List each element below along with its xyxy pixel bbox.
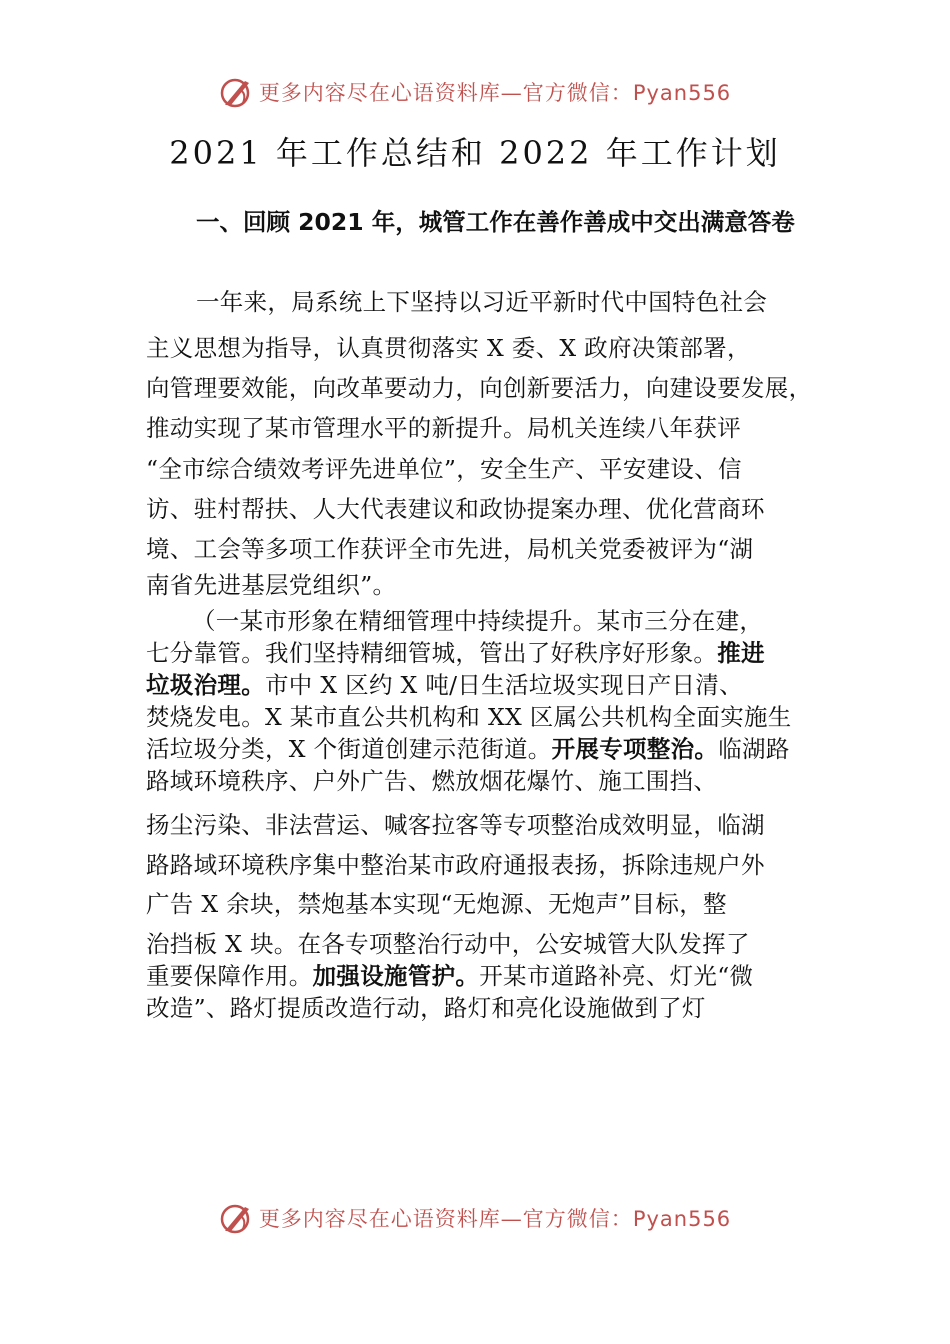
bold-phrase: 开展专项整治。 [551, 735, 719, 763]
brush-logo-icon [219, 1201, 253, 1235]
paragraph-line: 重要保障作用。加强设施管护。开某市道路补亮、灯光“微 [146, 962, 754, 990]
paragraph-line: （一某市形象在精细管理中持续提升。某市三分在建， [192, 607, 764, 635]
paragraph-line: 访、驻村帮扶、人大代表建议和政协提案办理、优化营商环 [146, 495, 765, 523]
paragraph-line: 路域环境秩序、户外广告、燃放烟花爆竹、施工围挡、 [146, 767, 718, 795]
bold-phrase: 垃圾治理。 [146, 671, 265, 699]
brush-logo-icon [219, 75, 253, 109]
paragraph-line: 推动实现了某市管理水平的新提升。局机关连续八年获评 [146, 414, 741, 442]
paragraph-line: 境、工会等多项工作获评全市先进，局机关党委被评为“湖 [146, 535, 754, 563]
bold-phrase: 推进 [717, 639, 765, 667]
watermark-footer [0, 1198, 950, 1238]
document-title: 2021 年工作总结和 2022 年工作计划 [169, 134, 781, 172]
section-heading: 一、回顾 2021 年，城管工作在善作善成中交出满意答卷 [196, 208, 795, 236]
paragraph-line: 扬尘污染、非法营运、喊客拉客等专项整治成效明显，临湖 [146, 811, 765, 839]
bold-phrase: 加强设施管护。 [312, 962, 480, 990]
watermark-id: Pyan556 [632, 81, 732, 105]
paragraph-line: 七分靠管。我们坚持精细管城，管出了好秩序好形象。推进 [146, 639, 765, 667]
watermark-text: 更多内容尽在心语资料库—官方微信：Pyan556 [258, 1207, 732, 1231]
paragraph-line: 垃圾治理。市中 X 区约 X 吨/日生活垃圾实现日产日清、 [146, 671, 743, 699]
paragraph-line: 路路域环境秩序集中整治某市政府通报表扬，拆除违规户外 [146, 851, 765, 879]
watermark-header [0, 72, 950, 112]
paragraph-line: 活垃圾分类，X 个街道创建示范街道。开展专项整治。临湖路 [146, 735, 790, 763]
paragraph-line: 焚烧发电。X 某市直公共机构和 XX 区属公共机构全面实施生 [146, 703, 792, 731]
paragraph-line: 主义思想为指导，认真贯彻落实 X 委、X 政府决策部署， [146, 334, 751, 362]
paragraph-line: 向管理要效能，向改革要动力，向创新要活力，向建设要发展， [146, 374, 813, 402]
paragraph-line: 改造”、路灯提质改造行动，路灯和亮化设施做到了灯 [146, 994, 706, 1022]
paragraph-line: 一年来，局系统上下坚持以习近平新时代中国特色社会 [196, 288, 768, 316]
paragraph-line: 广告 X 余块，禁炮基本实现“无炮源、无炮声”目标，整 [146, 890, 727, 918]
watermark-id: Pyan556 [632, 1207, 732, 1231]
paragraph-line: 治挡板 X 块。在各专项整治行动中，公安城管大队发挥了 [146, 930, 750, 958]
paragraph-line: 南省先进基层党组织”。 [146, 571, 397, 599]
watermark-text: 更多内容尽在心语资料库—官方微信：Pyan556 [258, 81, 732, 105]
paragraph-line: “全市综合绩效考评先进单位”，安全生产、平安建设、信 [146, 455, 742, 483]
